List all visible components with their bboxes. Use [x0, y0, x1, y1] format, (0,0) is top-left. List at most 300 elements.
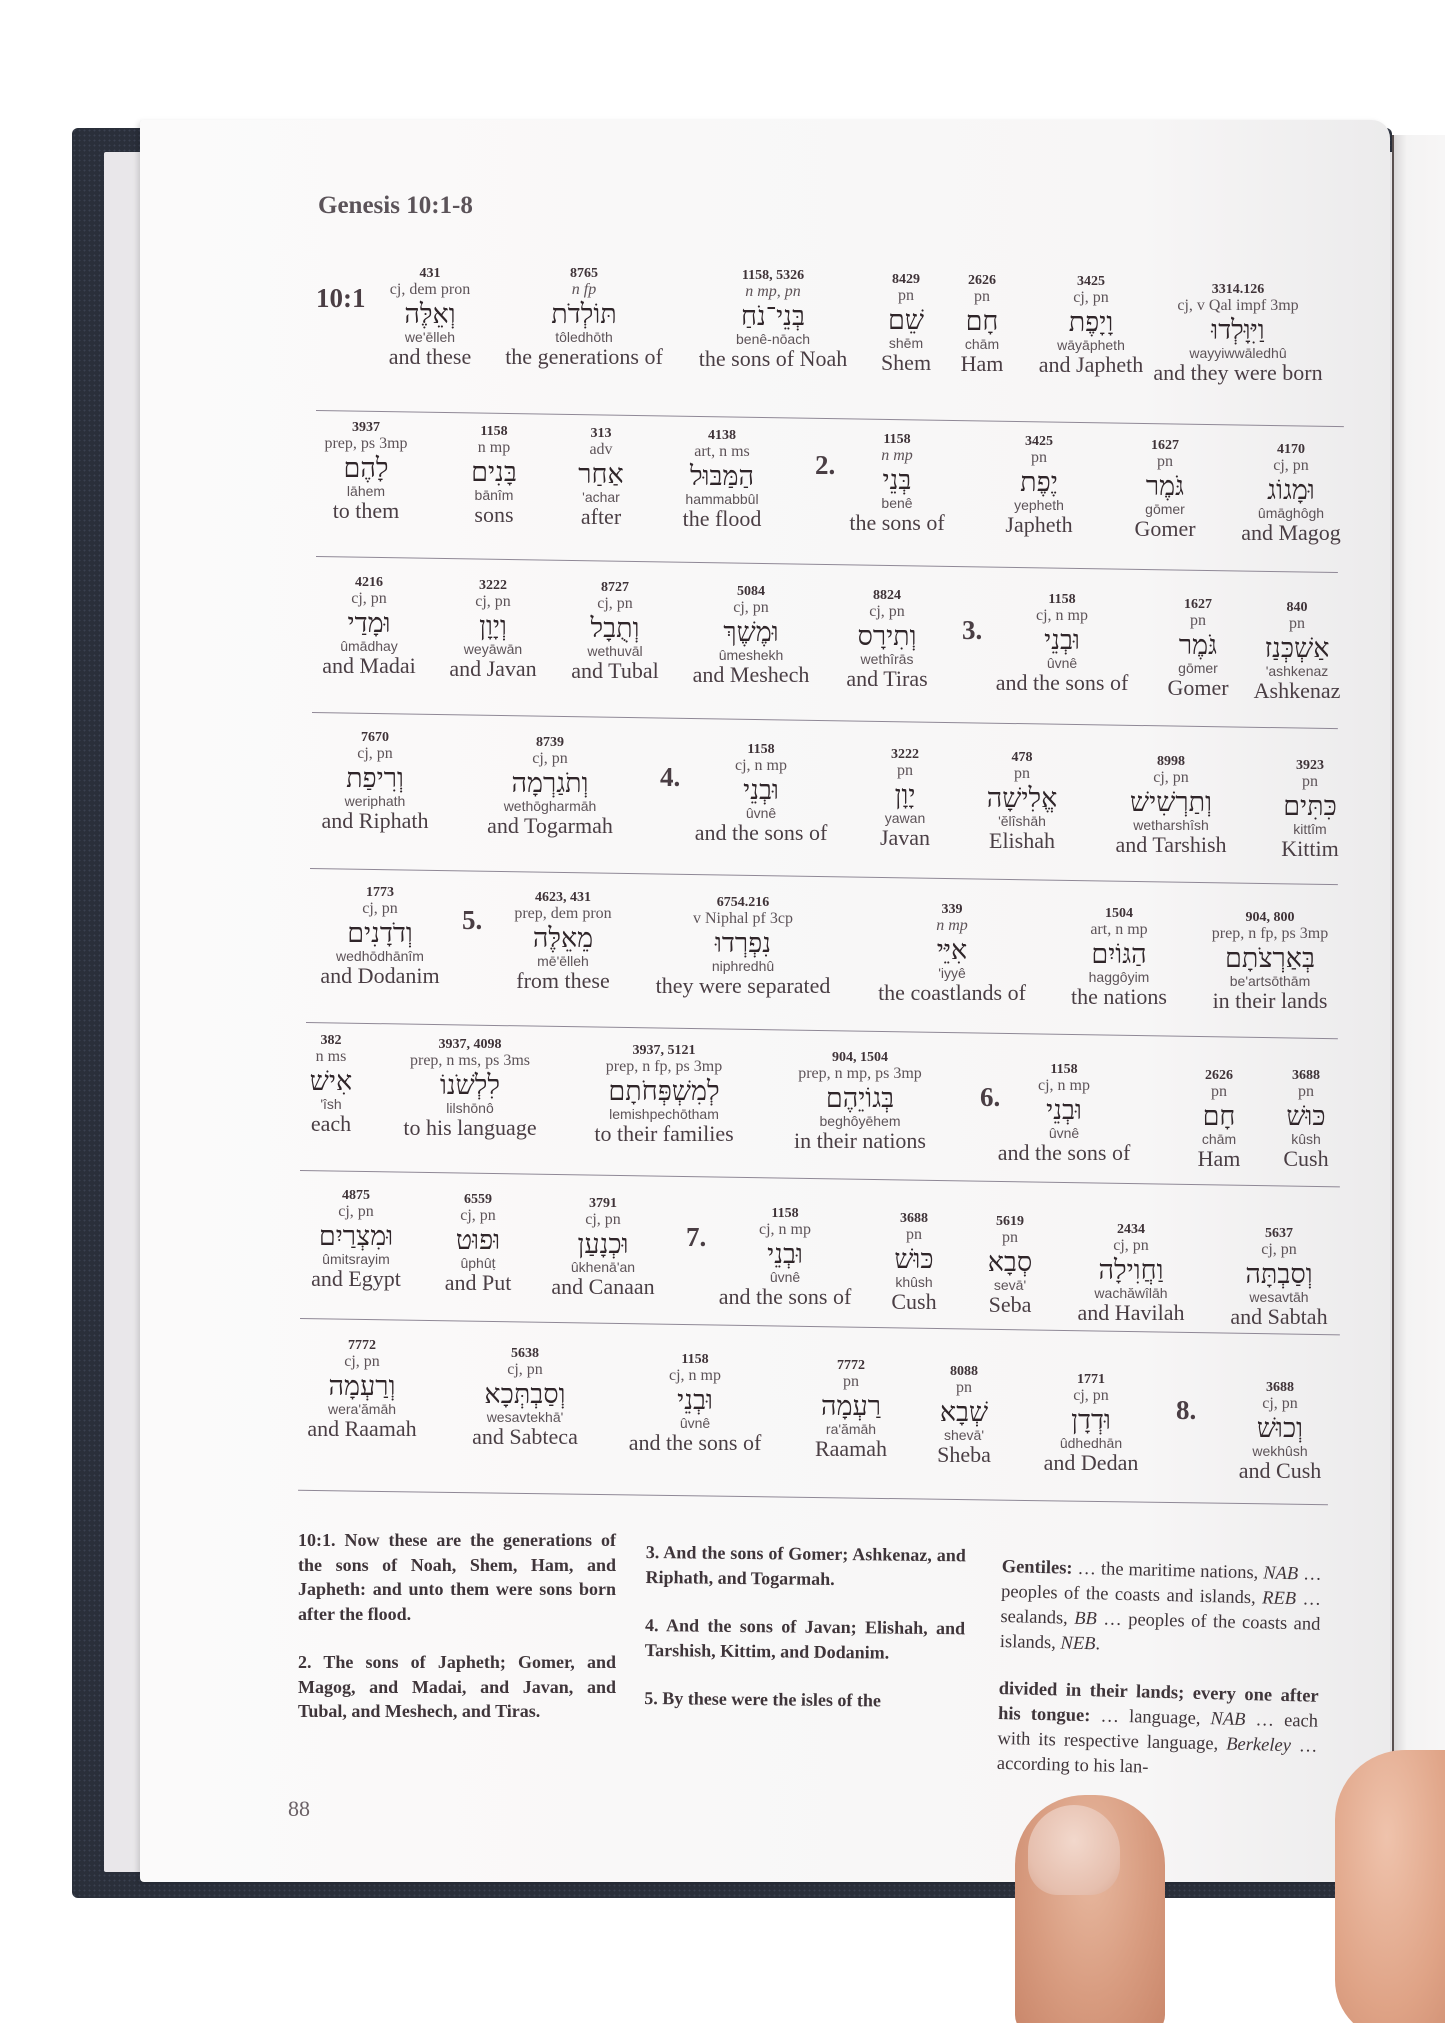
grammar-code: cj, pn	[507, 1361, 543, 1379]
version-abbrev: NEB	[1060, 1633, 1096, 1655]
hebrew-word: וְאֵלֶּה	[404, 299, 456, 331]
hebrew-word: מֵאֵלֶּה	[532, 923, 594, 955]
note-text: … language,	[1090, 1706, 1211, 1730]
hebrew-word: וּמֶשֶׁךְ	[723, 617, 779, 649]
grammar-code: pn	[955, 1379, 972, 1397]
strongs-number: 3937, 4098	[438, 1037, 502, 1052]
grammar-code: pn	[1301, 773, 1318, 791]
strongs-number: 7670	[361, 730, 389, 745]
english-gloss: and Raamah	[307, 1415, 417, 1441]
translation-note	[997, 1677, 1319, 1785]
strongs-number: 3425	[1077, 274, 1105, 289]
grammar-code: n mp, pn	[745, 283, 801, 301]
strongs-number: 1158	[771, 1206, 799, 1221]
interlinear-word	[1039, 274, 1143, 376]
transliteration: wekhûsh	[1252, 1442, 1308, 1459]
hebrew-word: וְתִירָס	[857, 621, 917, 653]
note-text: … peoples of the coasts and islands,	[999, 1609, 1321, 1654]
verse-number: 6.	[980, 1082, 1001, 1112]
transliteration: wethuvāl	[587, 642, 643, 659]
interlinear-word	[849, 432, 944, 534]
english-gloss: to his language	[403, 1114, 537, 1140]
english-gloss: they were separated	[655, 972, 831, 998]
hebrew-word: וְסַבְתָּה	[1245, 1259, 1313, 1291]
transliteration: wesavtekhā'	[486, 1408, 564, 1425]
english-gloss: Raamah	[814, 1435, 888, 1461]
grammar-code: v Niphal pf 3cp	[693, 910, 793, 928]
english-gloss: and Havilah	[1077, 1299, 1185, 1325]
grammar-code: cj, pn	[344, 1353, 380, 1371]
transliteration: benê	[881, 494, 913, 511]
english-gloss: Gomer	[1134, 515, 1196, 541]
interlinear-word	[1283, 1068, 1328, 1170]
hebrew-word: וְסַבְתְּכָא	[484, 1379, 566, 1411]
grammar-code: cj, pn	[869, 603, 905, 621]
grammar-code: cj, v Qal impf 3mp	[1177, 297, 1299, 315]
english-gloss: and Meshech	[692, 661, 810, 687]
interlinear-word	[996, 592, 1129, 694]
transliteration: wayyiwwāledhû	[1189, 344, 1287, 361]
hebrew-word: כּוּשׁ	[1286, 1101, 1326, 1133]
transliteration: tôledhōth	[555, 328, 613, 345]
english-gloss: and Riphath	[321, 807, 429, 833]
transliteration: wachăwîlāh	[1094, 1284, 1168, 1301]
grammar-code: cj, n mp	[759, 1221, 811, 1239]
transliteration: ûmādhay	[340, 637, 398, 654]
english-gloss: Kittim	[1281, 835, 1339, 861]
interlinear-word	[1198, 1068, 1241, 1170]
hebrew-word: נִפְרְדוּ	[714, 928, 772, 960]
transliteration: sevā'	[993, 1276, 1027, 1293]
strongs-number: 2626	[967, 273, 996, 288]
interlinear-word	[389, 266, 471, 368]
strongs-number: 8998	[1156, 754, 1185, 769]
interlinear-word	[880, 747, 930, 849]
strongs-number: 3688	[1292, 1068, 1320, 1083]
note-text: … the maritime nations,	[1072, 1558, 1264, 1584]
english-gloss: Elishah	[989, 827, 1055, 853]
interlinear-word	[514, 890, 611, 992]
grammar-code: adv	[589, 441, 613, 459]
hebrew-word: וְתַרְשִׁישׁ	[1130, 787, 1212, 819]
translation-notes	[996, 1555, 1322, 1807]
grammar-code: cj, pn	[1261, 1241, 1297, 1259]
grammar-code: n fp	[571, 281, 597, 299]
transliteration: yawan	[884, 809, 926, 826]
transliteration: weyāwān	[463, 640, 523, 657]
transliteration: wāyāpheth	[1057, 336, 1125, 353]
strongs-number: 6754.216	[716, 895, 770, 910]
hebrew-word: יֶפֶת	[1020, 467, 1058, 499]
transliteration: wetharshîsh	[1133, 816, 1209, 833]
interlinear-word	[403, 1037, 536, 1139]
interlinear-word	[629, 1352, 762, 1454]
grammar-code: cj, pn	[1273, 457, 1309, 475]
english-gloss: and the sons of	[628, 1429, 762, 1455]
english-gloss: and the sons of	[718, 1283, 852, 1309]
interlinear-word	[1281, 758, 1338, 860]
interlinear-word	[719, 1206, 852, 1308]
grammar-code: cj, pn	[351, 590, 387, 608]
strongs-number: 4216	[355, 575, 383, 590]
note-lemma: divided in their lands; every one after his tongue:	[997, 1678, 1319, 1727]
hebrew-word: כִּתִּים	[1283, 791, 1337, 823]
interlinear-word	[1071, 906, 1167, 1008]
transliteration: haggôyim	[1088, 968, 1150, 985]
interlinear-word	[1239, 1380, 1322, 1482]
strongs-number: 3937, 5121	[632, 1043, 696, 1058]
grammar-code: n mp	[881, 447, 913, 465]
grammar-code: pn	[1298, 1083, 1314, 1101]
transliteration: wesavtāh	[1249, 1288, 1309, 1305]
grammar-code: pn	[1190, 612, 1206, 630]
english-gloss: the flood	[682, 505, 762, 531]
version-abbrev: BB	[1073, 1608, 1098, 1630]
interlinear-word	[449, 578, 536, 680]
hebrew-word: אַחַר	[578, 459, 624, 491]
english-gloss: and Tiras	[846, 665, 928, 691]
grammar-code: pn	[1001, 1229, 1018, 1247]
hebrew-word: לִלְשֹׁנוֹ	[439, 1070, 501, 1102]
transliteration: weriphath	[344, 792, 406, 809]
interlinear-word	[310, 1033, 352, 1135]
interlinear-word	[693, 584, 810, 686]
transliteration: 'îsh	[320, 1095, 342, 1112]
strongs-number: 3314.126	[1211, 282, 1265, 297]
grammar-code: pn	[973, 288, 990, 306]
english-gloss: each	[310, 1110, 352, 1136]
english-gloss: and they were born	[1153, 359, 1323, 385]
interlinear-word	[1254, 600, 1341, 702]
english-gloss: and Dodanim	[320, 962, 440, 988]
page-title: Genesis 10:1-8	[318, 192, 473, 219]
interlinear-word	[1167, 597, 1228, 699]
transliteration: ûphûṭ	[460, 1254, 496, 1271]
grammar-code: cj, pn	[1073, 289, 1109, 307]
strongs-number: 478	[1011, 750, 1033, 765]
verse-number: 7.	[686, 1222, 707, 1252]
strongs-number: 3222	[478, 578, 507, 593]
commentary-paragraph: 2. The sons of Japheth; Gomer, and Magog, and Madai, and Javan, and Tubal, and Meshech, and Tiras.	[298, 1652, 616, 1721]
english-gloss: and Japheth	[1038, 351, 1144, 377]
grammar-code: cj, n mp	[735, 757, 787, 775]
english-gloss: after	[580, 503, 622, 529]
transliteration: yepheth	[1014, 496, 1064, 513]
hebrew-word: וָיָפֶת	[1068, 307, 1114, 339]
strongs-number: 5619	[995, 1214, 1024, 1229]
interlinear-word	[471, 424, 517, 526]
hebrew-word: וְתֹגַרְמָה	[511, 768, 589, 800]
transliteration: lilshōnô	[446, 1099, 494, 1116]
transliteration: gōmer	[1178, 659, 1218, 676]
english-gloss: Sheba	[937, 1441, 991, 1467]
grammar-code: cj, pn	[338, 1203, 374, 1221]
transliteration: ûvnê	[745, 804, 777, 821]
strongs-number: 1627	[1151, 438, 1179, 453]
interlinear-word	[937, 1364, 991, 1466]
grammar-code: cj, pn	[475, 593, 511, 611]
strongs-number: 1158	[747, 742, 775, 757]
interlinear-word	[320, 885, 439, 987]
strongs-number: 5637	[1265, 1226, 1293, 1241]
verse-number: 8.	[1176, 1395, 1197, 1425]
note-lemma: Gentiles:	[1001, 1556, 1073, 1579]
interlinear-word	[322, 575, 415, 677]
hebrew-word: וּבְנֵי	[1044, 625, 1080, 657]
interlinear-word	[794, 1050, 926, 1152]
strongs-number: 904, 1504	[831, 1050, 888, 1065]
transliteration: ûvnê	[769, 1268, 801, 1285]
interlinear-word	[1230, 1226, 1327, 1328]
transliteration: ûmāghôgh	[1257, 504, 1325, 521]
hebrew-word: שֵׁם	[888, 305, 924, 337]
hebrew-word: חָם	[965, 306, 999, 338]
strongs-number: 382	[320, 1033, 342, 1048]
grammar-code: prep, dem pron	[514, 905, 612, 923]
hebrew-word: וּמִצְרַיִם	[318, 1221, 394, 1253]
interlinear-word	[1005, 434, 1072, 536]
strongs-number: 1158, 5326	[741, 268, 805, 283]
hebrew-word: אִישׁ	[309, 1066, 353, 1098]
grammar-code: cj, pn	[460, 1207, 496, 1225]
english-gloss: in their nations	[794, 1127, 926, 1153]
english-gloss: and Magog	[1241, 519, 1341, 545]
interlinear-word	[487, 735, 613, 837]
strongs-number: 6559	[464, 1192, 492, 1207]
hebrew-word: וְתֻבָל	[590, 613, 640, 645]
hebrew-word: הַגּוֹיִם	[1091, 939, 1147, 971]
interlinear-word	[695, 742, 828, 844]
grammar-code: pn	[1157, 453, 1173, 471]
grammar-code: cj, pn	[585, 1211, 621, 1229]
english-gloss: and these	[388, 343, 472, 369]
interlinear-word	[815, 1358, 887, 1460]
english-gloss: Japheth	[1005, 511, 1073, 537]
commentary-paragraph: 4. And the sons of Javan; Elishah, and Tarshish, Kittim, and Dodanim.	[644, 1614, 966, 1663]
transliteration: shevā'	[943, 1426, 985, 1443]
english-gloss: Cush	[1283, 1145, 1329, 1171]
grammar-code: n mp	[477, 439, 511, 457]
interlinear-word	[311, 1188, 401, 1290]
page-number: 88	[288, 1796, 310, 1821]
english-gloss: and Put	[444, 1269, 512, 1295]
english-gloss: and Tubal	[571, 657, 659, 683]
english-gloss: and Madai	[322, 652, 416, 678]
transliteration: niphredhû	[711, 957, 775, 974]
english-gloss: and Togarmah	[487, 812, 613, 838]
transliteration: 'ĕlîshāh	[998, 812, 1046, 829]
interlinear-word	[699, 268, 847, 370]
hand-finger	[1335, 1750, 1445, 2023]
strongs-number: 1773	[366, 885, 394, 900]
strongs-number: 313	[590, 426, 612, 441]
grammar-code: n ms	[315, 1048, 347, 1066]
interlinear-word	[578, 426, 623, 528]
transliteration: mē'ēlleh	[537, 952, 589, 969]
strongs-number: 8727	[600, 580, 629, 595]
strongs-number: 2626	[1204, 1068, 1233, 1083]
hebrew-word: וְרִיפַת	[346, 763, 404, 795]
interlinear-word	[1078, 1222, 1185, 1324]
hebrew-word: סְבָא	[987, 1247, 1033, 1279]
english-gloss: and Egypt	[311, 1265, 401, 1291]
transliteration: ûkhenā'an	[570, 1258, 636, 1275]
transliteration: chām	[1201, 1130, 1237, 1147]
transliteration: lāhem	[346, 482, 386, 499]
interlinear-word	[594, 1043, 733, 1145]
grammar-code: pn	[1210, 1083, 1227, 1101]
grammar-code: pn	[897, 762, 913, 780]
strongs-number: 5638	[510, 1346, 539, 1361]
hebrew-word: וַיִּוָּלְדוּ	[1211, 315, 1265, 347]
grammar-code: pn	[843, 1373, 859, 1391]
grammar-code: prep, ps 3mp	[324, 435, 408, 453]
transliteration: lemishpechōtham	[609, 1105, 719, 1122]
hebrew-word: וּמָגוֹג	[1267, 475, 1315, 507]
strongs-number: 4623, 431	[535, 890, 591, 905]
strongs-number: 8739	[536, 735, 564, 750]
interlinear-word	[1134, 438, 1195, 540]
hebrew-word: אַשְׁכְּנַז	[1264, 633, 1330, 665]
strongs-number: 3688	[1266, 1380, 1294, 1395]
version-abbrev: NAB	[1210, 1709, 1246, 1730]
interlinear-word	[878, 902, 1026, 1004]
interlinear-word	[1241, 442, 1341, 544]
english-gloss: Ashkenaz	[1253, 677, 1341, 703]
strongs-number: 7772	[347, 1338, 376, 1353]
english-gloss: Ham	[1197, 1145, 1241, 1171]
grammar-code: cj, pn	[1113, 1237, 1149, 1255]
transliteration: 'iyyê	[938, 964, 966, 981]
hebrew-word: בְּגוֹיֵהֶם	[825, 1083, 895, 1115]
interlinear-word	[891, 1211, 936, 1313]
transliteration: wethîrās	[860, 650, 914, 667]
commentary-paragraph: 10:1. Now these are the generations of the sons of Noah, Shem, Ham, and Japheth: and unto them were sons born after the flood.	[298, 1530, 616, 1624]
english-gloss: the sons of Noah	[698, 345, 848, 371]
hebrew-word: שְׁבָא	[939, 1397, 989, 1429]
hebrew-word: רַעְמָה	[820, 1391, 882, 1423]
transliteration: ûvnê	[1048, 1124, 1080, 1141]
grammar-code: pn	[906, 1226, 922, 1244]
hebrew-word: לָהֶם	[343, 453, 389, 485]
strongs-number: 2434	[1117, 1222, 1145, 1237]
english-gloss: to their families	[594, 1120, 734, 1146]
grammar-code: cj, n mp	[1038, 1077, 1090, 1095]
transliteration: hammabbûl	[685, 490, 759, 507]
version-abbrev: REB	[1261, 1588, 1297, 1610]
english-gloss: from these	[516, 967, 610, 993]
grammar-code: art, n ms	[694, 443, 750, 461]
strongs-number: 8429	[892, 272, 920, 287]
english-gloss: Cush	[891, 1288, 937, 1314]
note-text: … sealands,	[1000, 1589, 1322, 1629]
hebrew-word: חָם	[1202, 1101, 1236, 1133]
grammar-code: cj, n mp	[669, 1367, 721, 1385]
english-gloss: and Cush	[1238, 1457, 1322, 1483]
hebrew-word: וּבְנֵי	[767, 1239, 803, 1271]
hebrew-word: בְּנֵי	[882, 465, 912, 497]
grammar-code: prep, n ms, ps 3ms	[409, 1052, 530, 1070]
hebrew-word: אֱלִישָׁה	[986, 783, 1058, 815]
hebrew-word: וּמָדַי	[347, 608, 391, 640]
hebrew-word: וְדֹדָנִים	[347, 918, 413, 950]
transliteration: chām	[964, 335, 1000, 352]
thumbnail	[1028, 1805, 1120, 1895]
hebrew-word: יָוָן	[894, 780, 916, 812]
strongs-number: 3688	[900, 1211, 928, 1226]
english-gloss: and Sabteca	[472, 1423, 578, 1449]
english-gloss: in their lands	[1212, 987, 1328, 1013]
strongs-number: 1158	[883, 432, 911, 447]
transliteration: ûvnê	[679, 1414, 711, 1431]
interlinear-word	[1153, 282, 1322, 384]
english-gloss: Ham	[960, 350, 1004, 376]
transliteration: ûmeshekh	[718, 646, 784, 663]
transliteration: be'artsōthām	[1229, 972, 1311, 989]
interlinear-word	[846, 588, 927, 690]
grammar-code: pn	[1014, 765, 1030, 783]
interlinear-word	[445, 1192, 512, 1294]
hebrew-word: וּכְנָעַן	[577, 1229, 629, 1261]
grammar-code: cj, pn	[1262, 1395, 1298, 1413]
grammar-code: pn	[898, 287, 914, 305]
commentary-column-2	[644, 1540, 966, 1738]
grammar-code: cj, pn	[597, 595, 633, 613]
facing-page-edge	[1392, 135, 1445, 1865]
interlinear-word	[1115, 754, 1226, 856]
grammar-code: cj, dem pron	[389, 281, 471, 299]
interlinear-word	[1212, 910, 1328, 1012]
hebrew-word: וְכוּשׁ	[1256, 1413, 1304, 1445]
interlinear-word	[571, 580, 658, 682]
interlinear-word	[324, 420, 407, 522]
transliteration: shēm	[888, 334, 924, 351]
version-abbrev: Berkeley	[1225, 1734, 1292, 1757]
transliteration: khûsh	[895, 1273, 933, 1290]
grammar-code: n mp	[936, 917, 968, 935]
transliteration: 'ashkenaz	[1265, 662, 1329, 679]
hebrew-word: וּבְנֵי	[677, 1385, 713, 1417]
note-text: .	[1095, 1634, 1101, 1655]
hebrew-word: וְרַעְמָה	[328, 1371, 396, 1403]
verse-number: 5.	[462, 905, 483, 935]
transliteration: 'achar	[582, 488, 620, 505]
strongs-number: 3791	[588, 1196, 617, 1211]
commentary-paragraph: 3. And the sons of Gomer; Ashkenaz, and Riphath, and Togarmah.	[645, 1541, 966, 1589]
interlinear-word	[1044, 1372, 1139, 1474]
verse-number: 3.	[962, 615, 983, 645]
transliteration: gōmer	[1145, 500, 1185, 517]
grammar-code: cj, pn	[362, 900, 398, 918]
version-abbrev: NAB	[1262, 1563, 1299, 1585]
english-gloss: and Dedan	[1043, 1449, 1139, 1475]
note-text: … each with its respective language,	[997, 1710, 1319, 1755]
strongs-number: 431	[419, 266, 441, 281]
strongs-number: 1504	[1105, 906, 1133, 921]
interlinear-word	[472, 1346, 578, 1448]
english-gloss: Javan	[879, 824, 931, 850]
verse-number: 10:1	[316, 283, 366, 313]
transliteration: ûdhedhān	[1059, 1434, 1123, 1451]
transliteration: wera'ămāh	[327, 1400, 397, 1417]
english-gloss: the coastlands of	[878, 979, 1026, 1005]
interlinear-word	[987, 750, 1058, 852]
grammar-code: cj, pn	[532, 750, 568, 768]
strongs-number: 1771	[1077, 1372, 1105, 1387]
interlinear-word	[998, 1062, 1131, 1164]
english-gloss: Seba	[988, 1291, 1032, 1317]
interlinear-word	[881, 272, 931, 374]
